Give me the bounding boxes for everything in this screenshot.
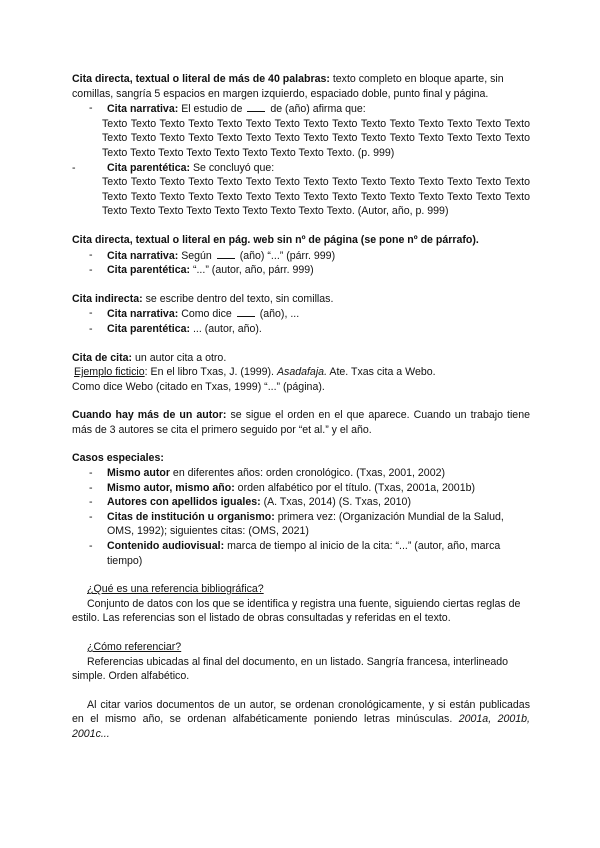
blank-line	[247, 101, 265, 112]
ordering-text: Al citar varios documentos de un autor, se ordenan cronológicamente, y si están publicadas en el mismo año, se ordenan alfabéticamente poniendo letras minúsculas.	[72, 698, 530, 726]
ordering-examples: 2001a, 2001b, 2001c...	[72, 713, 530, 740]
case-label: Contenido audiovisual:	[107, 540, 225, 553]
cita-de-cita-description: un autor cita a otro.	[132, 351, 227, 364]
list-item	[72, 539, 530, 568]
section-direct-long	[72, 72, 530, 101]
case-label: Citas de institución u organismo:	[107, 510, 275, 523]
parentetica-label: Cita parentética:	[107, 264, 191, 277]
narrativa-text: Según	[178, 249, 215, 262]
case-text: en diferentes años: orden cronológico. (Txas, 2001, 2002)	[169, 467, 446, 480]
bullet-dash: -	[89, 496, 93, 509]
quote-block: Texto Texto Texto Texto Texto Texto Texto Texto Texto Texto Texto Texto Texto Texto Texto Texto Texto Texto Texto Texto Texto Texto Texto Texto Texto Texto Texto Texto Texto Texto Texto Texto Texto Texto Texto Texto Texto Texto Texto. (Autor, año, p. 999)	[102, 176, 530, 218]
section-indirect	[72, 292, 530, 307]
heading-indirect: Cita indirecta:	[72, 292, 143, 305]
example-title: Asadafaja.	[276, 366, 328, 379]
document-page	[72, 72, 530, 742]
heading-direct-web: Cita directa, textual o literal en pág. web sin nº de página (se pone nº de párrafo).	[72, 233, 479, 246]
parentetica-label: Cita parentética:	[107, 161, 191, 174]
case-text: (A. Txas, 2014) (S. Txas, 2010)	[260, 496, 411, 509]
what-is-reference-text: Conjunto de datos con los que se identifica y registra una fuente, siguiendo ciertas reglas de estilo. Las referencias son el listado de obras consultadas y referidas en el texto.	[72, 597, 521, 625]
list-item	[72, 101, 530, 117]
bullet-dash: -	[89, 322, 93, 335]
bullet-dash: -	[89, 102, 93, 115]
example-text-end: Ate. Txas cita a Webo.	[327, 366, 436, 379]
narrativa-text-end: de (año) afirma que:	[267, 103, 366, 116]
bullet-dash: -	[89, 307, 93, 320]
indirect-description: se escribe dentro del texto, sin comillas.	[142, 292, 334, 305]
bullet-dash: -	[89, 467, 93, 480]
list-item	[72, 306, 530, 322]
section-multiple-authors	[72, 408, 530, 437]
list-item	[72, 263, 530, 278]
narrativa-label: Cita narrativa:	[107, 103, 179, 116]
quote-block: Texto Texto Texto Texto Texto Texto Texto Texto Texto Texto Texto Texto Texto Texto Texto Texto Texto Texto Texto Texto Texto Texto Texto Texto Texto Texto Texto Texto Texto Texto Texto Texto Texto Texto Texto Texto Texto Texto Texto. (p. 999)	[102, 117, 530, 159]
narrativa-text-end: (año), ...	[256, 308, 300, 321]
heading-what-is-reference: ¿Qué es una referencia bibliográfica?	[87, 583, 264, 596]
parentetica-text: Se concluyó que:	[190, 161, 275, 174]
case-text: orden alfabético por el título. (Txas, 2001a, 2001b)	[234, 481, 476, 494]
narrativa-text-end: (año) “...” (párr. 999)	[236, 249, 336, 262]
heading-direct-long: Cita directa, textual o literal de más de 40 palabras:	[72, 73, 330, 85]
list-item	[72, 161, 530, 176]
example-line-2: Como dice Webo (citado en Txas, 1999) “...” (página).	[72, 380, 325, 393]
heading-how-to-reference: ¿Cómo referenciar?	[87, 641, 182, 653]
example-text: : En el libro Txas, J. (1999).	[144, 366, 277, 379]
example-label: Ejemplo ficticio	[74, 366, 145, 379]
list-item	[72, 510, 530, 539]
example-line	[72, 365, 530, 380]
list-item	[72, 481, 530, 496]
list-item	[72, 248, 530, 264]
case-text: marca de tiempo al inicio de la cita: “...” (autor, año, marca tiempo)	[107, 540, 501, 567]
list-item	[72, 495, 530, 510]
narrativa-text: El estudio de	[178, 103, 246, 116]
bullet-dash: -	[89, 248, 93, 261]
section-cita-de-cita	[72, 351, 530, 366]
case-label: Mismo autor	[107, 467, 170, 480]
parentetica-text: “...” (autor, año, párr. 999)	[190, 264, 314, 277]
narrativa-text: Como dice	[178, 308, 235, 321]
bullet-dash: -	[72, 161, 76, 174]
bullet-dash: -	[89, 510, 93, 523]
multiple-authors-description: se sigue el orden en el que aparece. Cuando un trabajo tiene más de 3 autores se cita el primero seguido por “et al.” y el año.	[72, 409, 530, 436]
ordering-paragraph	[72, 698, 530, 742]
list-item	[72, 466, 530, 481]
bullet-dash: -	[89, 264, 93, 277]
parentetica-text: ... (autor, año).	[190, 322, 262, 335]
bullet-dash: -	[89, 481, 93, 494]
direct-long-description: texto completo en bloque aparte, sin comillas, sangría 5 espacios en margen izquierdo, espaciado doble, punto final y página.	[72, 73, 504, 100]
heading-special-cases: Casos especiales:	[72, 452, 164, 465]
parentetica-label: Cita parentética:	[107, 322, 191, 335]
case-label: Mismo autor, mismo año:	[107, 481, 235, 494]
blank-line	[217, 248, 235, 259]
case-text: primera vez: (Organización Mundial de la Salud, OMS, 1992); siguientes citas: (OMS, 2021)	[107, 510, 504, 538]
heading-multiple-authors: Cuando hay más de un autor:	[72, 409, 227, 422]
bullet-dash: -	[89, 540, 93, 553]
heading-cita-de-cita: Cita de cita:	[72, 351, 133, 364]
narrativa-label: Cita narrativa:	[107, 308, 179, 321]
list-item	[72, 322, 530, 337]
case-label: Autores con apellidos iguales:	[107, 496, 261, 509]
how-to-reference-text: Referencias ubicadas al final del documento, en un listado. Sangría francesa, interlineado simple. Orden alfabético.	[72, 655, 509, 683]
narrativa-label: Cita narrativa:	[107, 249, 179, 262]
blank-line	[237, 306, 255, 317]
